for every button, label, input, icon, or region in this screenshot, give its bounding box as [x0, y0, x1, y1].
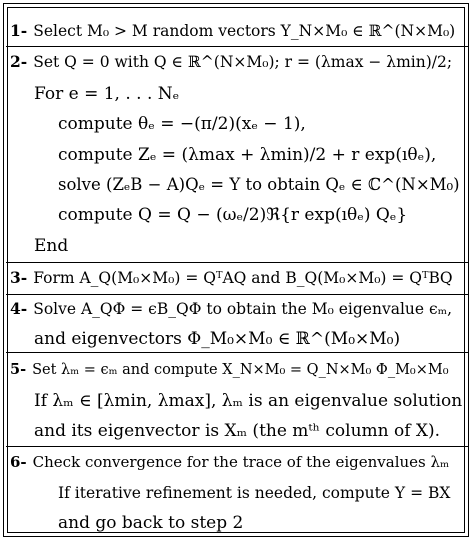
- step-text: and eigenvectors Φ_M₀×M₀ ∈ ℝ^(M₀×M₀): [34, 329, 401, 349]
- step-text: Set Q = 0 with Q ∈ ℝ^(N×M₀); r = (λmax − λmin)/2;: [33, 53, 453, 71]
- step-number: 1-: [10, 21, 28, 40]
- loop-body-line: [58, 175, 460, 195]
- step-text: compute θₑ = −(π/2)(xₑ − 1),: [58, 114, 306, 134]
- separator-after-step-1: [6, 46, 468, 47]
- step-text: Check convergence for the trace of the eigenvalues λₘ: [32, 453, 450, 471]
- separator-after-step-3: [6, 294, 468, 295]
- step-number: 3-: [10, 268, 28, 287]
- step-2-line: [10, 52, 452, 72]
- step-number: 6-: [10, 453, 27, 471]
- end-loop-line: [34, 236, 68, 256]
- separator-after-step-4: [6, 352, 468, 353]
- step-text: Set λₘ = ϵₘ and compute X_N×M₀ = Q_N×M₀ Φ_M₀×M₀: [32, 362, 449, 378]
- step-text: compute Zₑ = (λmax + λmin)/2 + r exp(ıθₑ),: [58, 145, 437, 165]
- step-text: compute Q = Q − (ωₑ/2)ℜ{r exp(ıθₑ) Qₑ}: [58, 205, 408, 225]
- step-text: solve (ZₑB − A)Qₑ = Y to obtain Qₑ ∈ ℂ^(N×M₀): [58, 175, 460, 194]
- step-1-line: [10, 21, 455, 41]
- step-3-line: [10, 268, 453, 288]
- step-text: End: [34, 236, 69, 256]
- step-6-line: [10, 452, 449, 472]
- loop-body-line: [58, 205, 407, 225]
- step-number: 2-: [10, 52, 28, 71]
- step-text: If iterative refinement is needed, compute Y = BX: [58, 484, 451, 502]
- step-5-continuation: [34, 391, 462, 411]
- step-number: 4-: [10, 299, 28, 318]
- step-5-continuation: [34, 421, 440, 441]
- step-number: 5-: [10, 361, 27, 378]
- separator-after-step-5: [6, 446, 468, 447]
- loop-body-line: [58, 114, 306, 134]
- step-text: and go back to step 2: [58, 513, 244, 533]
- step-text: and its eigenvector is Xₘ (the mᵗʰ column of X).: [34, 421, 441, 441]
- step-text: For e = 1, . . . Nₑ: [34, 84, 180, 104]
- loop-body-line: [58, 145, 436, 165]
- step-4-line: [10, 299, 452, 319]
- step-text: Form A_Q(M₀×M₀) = QᵀAQ and B_Q(M₀×M₀) = QᵀBQ: [33, 269, 453, 287]
- separator-after-step-2: [6, 262, 468, 263]
- step-text: Select M₀ > M random vectors Y_N×M₀ ∈ ℝ^(N×M₀): [33, 22, 456, 40]
- step-6-continuation: [58, 513, 243, 533]
- step-text: If λₘ ∈ [λmin, λmax], λₘ is an eigenvalue solution: [34, 391, 463, 411]
- for-loop-line: [34, 84, 179, 104]
- step-6-continuation: [58, 483, 450, 503]
- step-5-line: [10, 360, 449, 380]
- step-4-continuation: [34, 329, 400, 349]
- step-text: Solve A_QΦ = ϵB_QΦ to obtain the M₀ eigenvalue ϵₘ,: [33, 300, 453, 318]
